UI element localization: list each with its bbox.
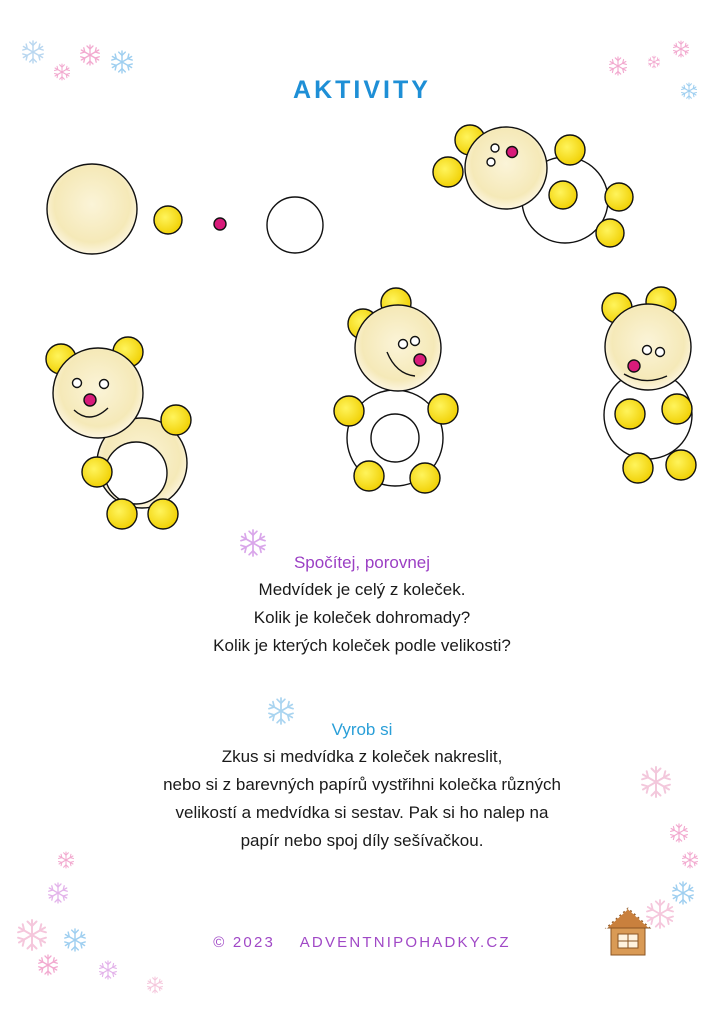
bear-left: [46, 337, 191, 529]
section-make-it: [0, 717, 724, 855]
page-title: AKTIVITY: [293, 76, 431, 104]
text-line: Zkus si medvídka z koleček nakreslit,: [221, 747, 503, 766]
section-count-compare: [0, 550, 724, 660]
footer: [0, 934, 724, 951]
text-line: Kolik je koleček dohromady?: [253, 608, 471, 627]
section-heading: Spočítej, porovnej: [293, 553, 431, 572]
bear-lying: [433, 125, 633, 247]
circles-legend: [47, 164, 323, 254]
text-line: velikostí a medvídka si sestav. Pak si ho nalep na: [175, 803, 549, 822]
text-line: nebo si z barevných papírů vystřihni kolečka různých: [163, 775, 561, 794]
section-heading: Vyrob si: [331, 720, 393, 739]
text-line: Medvídek je celý z koleček.: [258, 580, 466, 599]
copyright: © 2023: [213, 934, 276, 951]
text-line: papír nebo spoj díly sešívačkou.: [240, 831, 484, 850]
bear-middle: [334, 288, 458, 493]
bear-right: [602, 287, 696, 483]
footer-site-link[interactable]: ADVENTNIPOHADKY.CZ: [299, 934, 511, 951]
text-line: Kolik je kterých koleček podle velikosti?: [213, 636, 511, 655]
